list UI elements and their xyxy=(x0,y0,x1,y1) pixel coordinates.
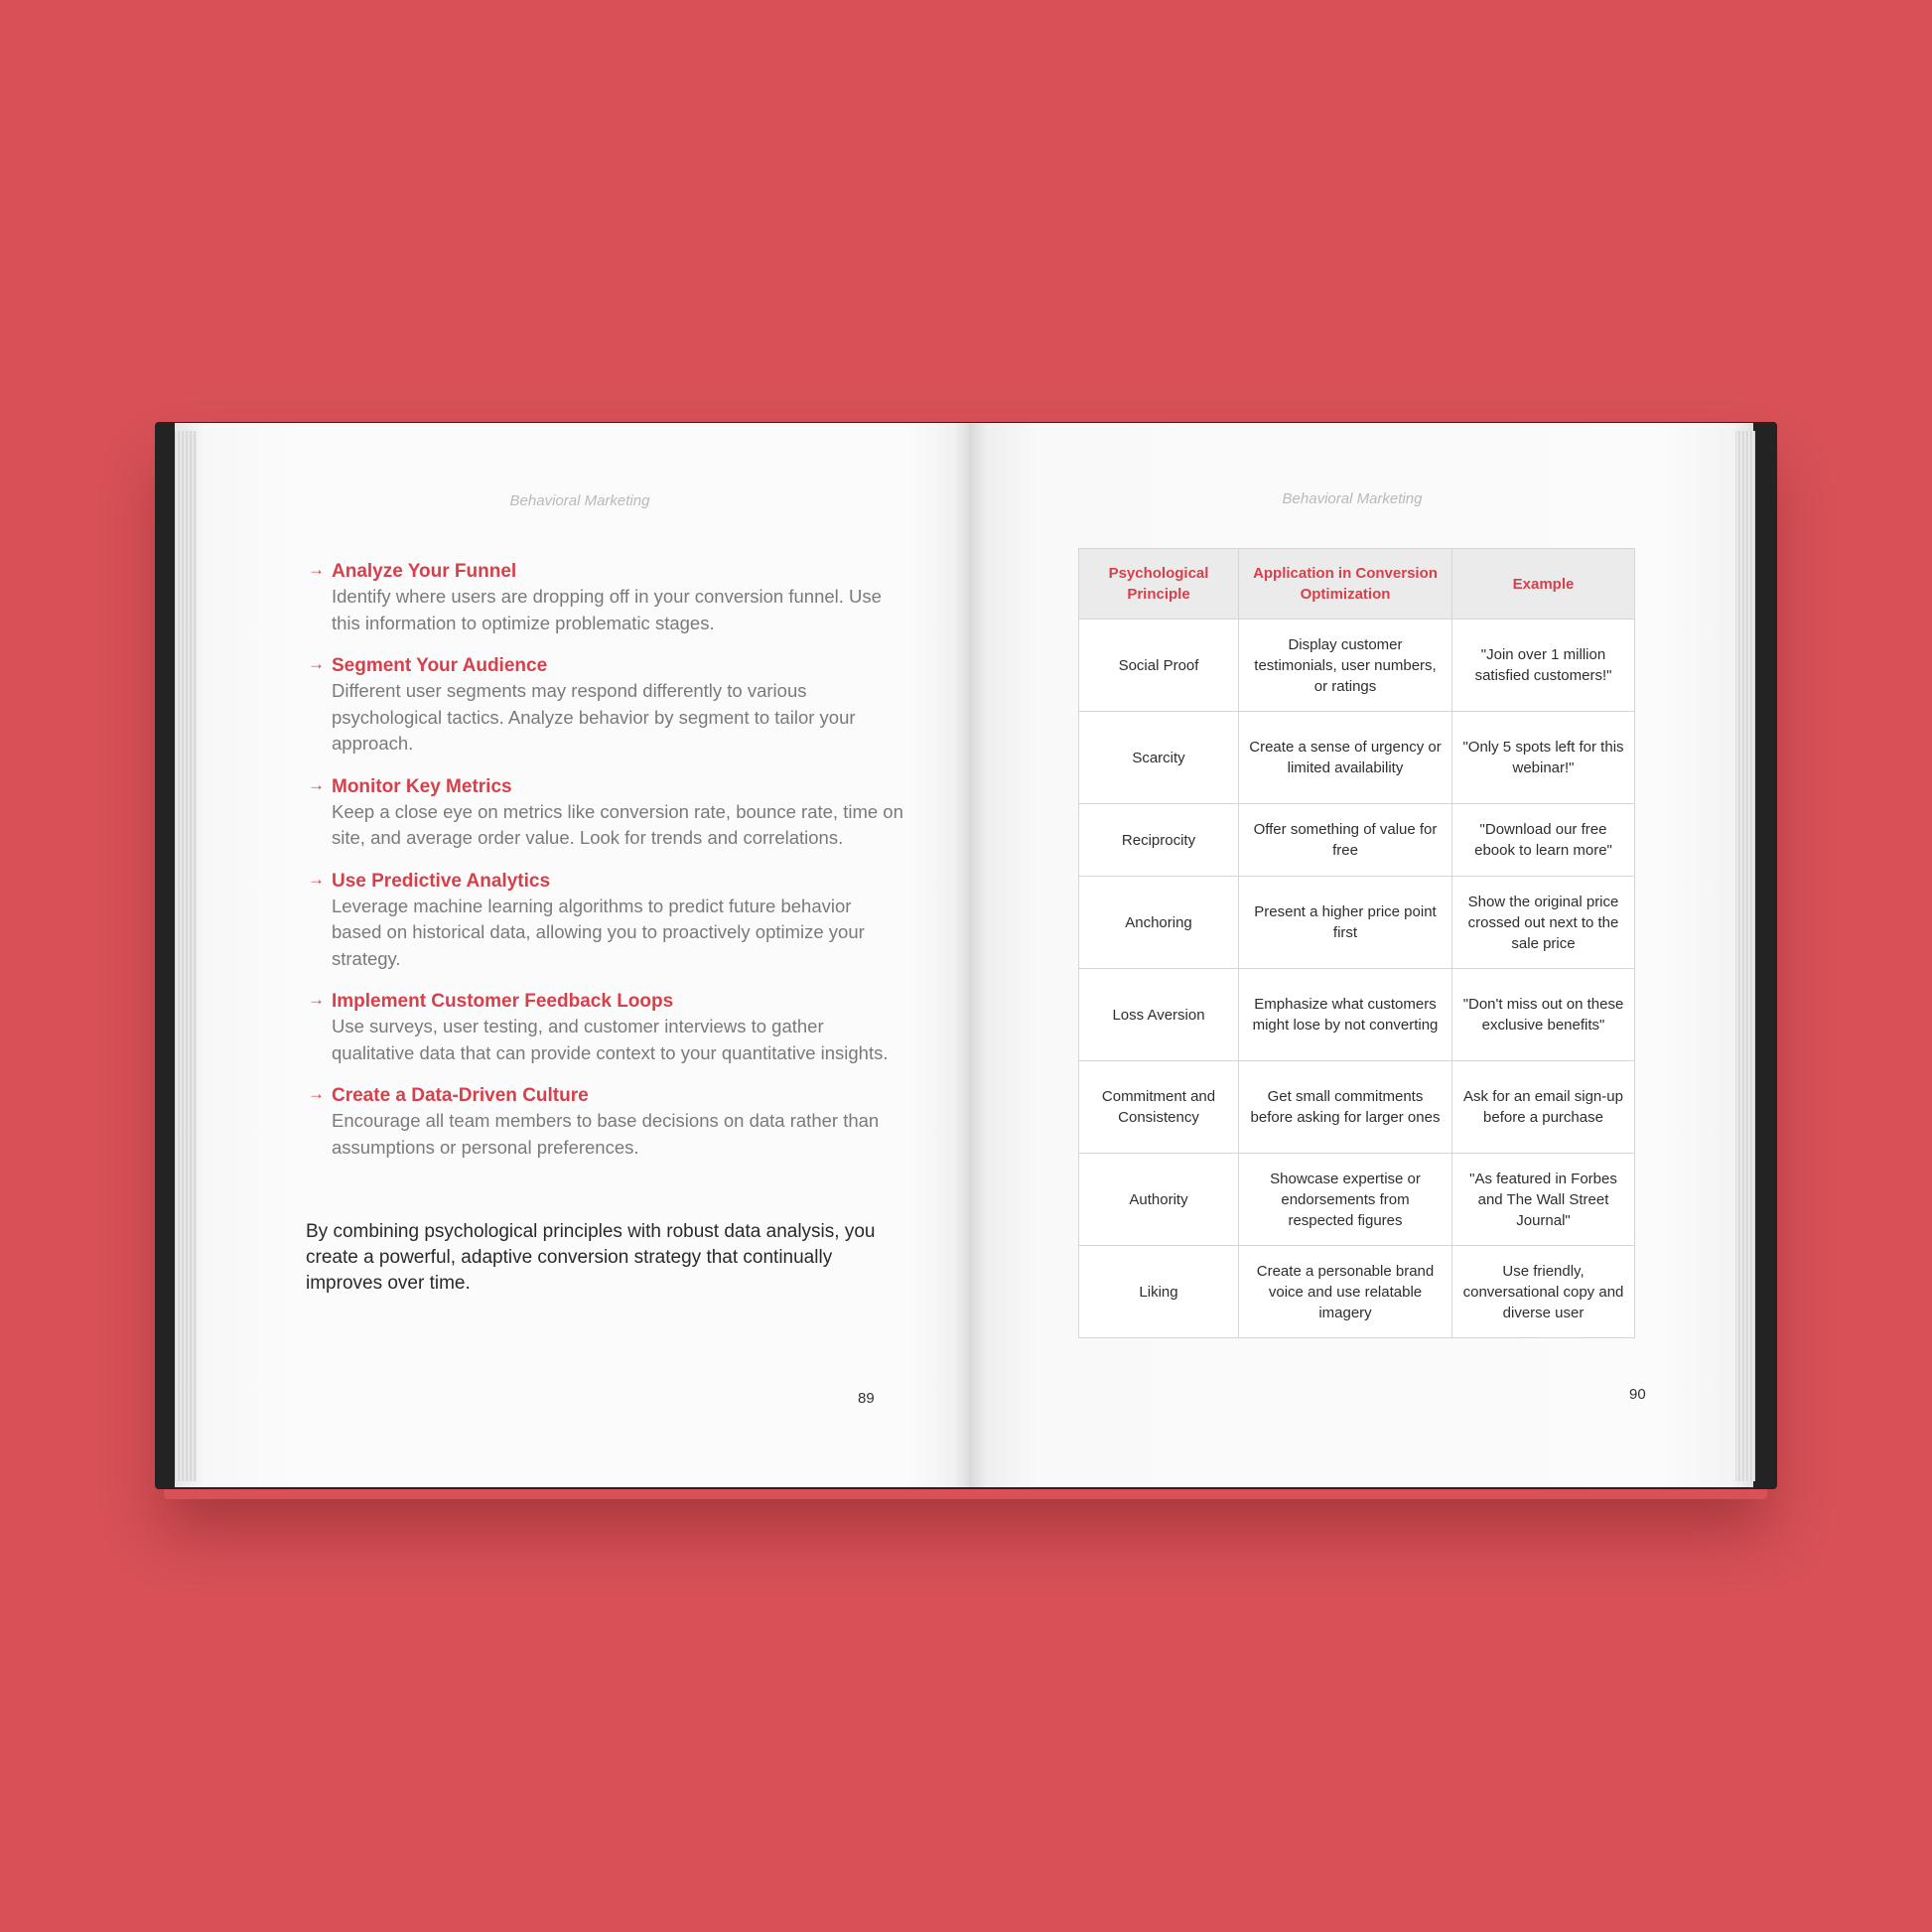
step-title: Monitor Key Metrics xyxy=(332,775,512,797)
list-item xyxy=(308,560,903,636)
table-row xyxy=(1079,1061,1635,1154)
table-cell: Showcase expertise or endorsements from respected figures xyxy=(1239,1154,1452,1246)
page-number-left: 89 xyxy=(858,1390,875,1407)
list-item xyxy=(308,775,903,852)
right-page xyxy=(969,423,1753,1487)
list-item xyxy=(308,654,903,758)
step-body: Leverage machine learning algorithms to predict future behavior based on historical data, allowing you to proactively optimize your strategy. xyxy=(332,895,865,969)
table-header-row xyxy=(1079,549,1635,620)
arrow-right-icon: → xyxy=(308,1084,325,1103)
table-cell: "Download our free ebook to learn more" xyxy=(1452,804,1635,877)
arrow-right-icon: → xyxy=(308,869,325,889)
table-cell: "Only 5 spots left for this webinar!" xyxy=(1452,712,1635,804)
table-cell: Loss Aversion xyxy=(1079,969,1239,1061)
column-header: Psychological Principle xyxy=(1079,549,1239,620)
table-row xyxy=(1079,969,1635,1061)
list-item xyxy=(308,870,903,973)
table-row xyxy=(1079,620,1635,712)
table-cell: "Don't miss out on these exclusive benefits" xyxy=(1452,969,1635,1061)
table-cell: Anchoring xyxy=(1079,877,1239,969)
principles-table-wrap xyxy=(1078,548,1634,1338)
table-cell: Scarcity xyxy=(1079,712,1239,804)
page-edges-right xyxy=(1735,431,1755,1481)
page-number-right: 90 xyxy=(1629,1386,1646,1403)
table-row xyxy=(1079,877,1635,969)
table-cell: "Join over 1 million satisfied customers!" xyxy=(1452,620,1635,712)
table-cell: Ask for an email sign-up before a purchase xyxy=(1452,1061,1635,1154)
step-body: Identify where users are dropping off in your conversion funnel. Use this information to optimize problematic stages. xyxy=(332,586,882,633)
column-header: Application in Conversion Optimization xyxy=(1239,549,1452,620)
column-header: Example xyxy=(1452,549,1635,620)
table-cell: Present a higher price point first xyxy=(1239,877,1452,969)
running-head-left: Behavioral Marketing xyxy=(509,492,650,509)
table-cell: Show the original price crossed out next to the sale price xyxy=(1452,877,1635,969)
step-title: Use Predictive Analytics xyxy=(332,870,551,892)
table-cell: Commitment and Consistency xyxy=(1079,1061,1239,1154)
table-cell: Reciprocity xyxy=(1079,804,1239,877)
table-cell: "As featured in Forbes and The Wall Street Journal" xyxy=(1452,1154,1635,1246)
step-title: Create a Data-Driven Culture xyxy=(332,1085,589,1106)
step-body: Use surveys, user testing, and customer interviews to gather qualitative data that can provide context to your quantitative insights. xyxy=(332,1016,889,1063)
arrow-right-icon: → xyxy=(308,560,325,579)
step-body: Keep a close eye on metrics like conversion rate, bounce rate, time on site, and average order value. Look for trends and correlations. xyxy=(332,800,903,848)
left-page xyxy=(175,423,970,1487)
table-cell: Authority xyxy=(1079,1154,1239,1246)
step-body: Encourage all team members to base decisions on data rather than assumptions or personal preferences. xyxy=(332,1110,880,1158)
table-cell: Get small commitments before asking for larger ones xyxy=(1239,1061,1452,1154)
running-head-right: Behavioral Marketing xyxy=(1282,490,1423,507)
table-cell: Create a personable brand voice and use relatable imagery xyxy=(1239,1246,1452,1338)
table-row xyxy=(1079,804,1635,877)
arrow-right-icon: → xyxy=(308,774,325,794)
table-row xyxy=(1079,712,1635,804)
arrow-right-icon: → xyxy=(308,654,325,673)
page-edges-left xyxy=(175,431,197,1481)
step-body: Different user segments may respond differently to various psychological tactics. Analyze behavior by segment to tailor your approach. xyxy=(332,680,856,754)
step-title: Implement Customer Feedback Loops xyxy=(332,991,674,1012)
step-title: Analyze Your Funnel xyxy=(332,561,517,582)
principles-table xyxy=(1078,548,1635,1338)
list-item xyxy=(308,1084,903,1161)
closing-paragraph: By combining psychological principles with robust data analysis, you create a powerful, adaptive conversion strategy that continually improves over time. xyxy=(306,1221,876,1294)
table-cell: Create a sense of urgency or limited availability xyxy=(1239,712,1452,804)
arrow-right-icon: → xyxy=(308,990,325,1009)
step-title: Segment Your Audience xyxy=(332,655,548,676)
table-cell: Liking xyxy=(1079,1246,1239,1338)
table-cell: Offer something of value for free xyxy=(1239,804,1452,877)
table-cell: Emphasize what customers might lose by not converting xyxy=(1239,969,1452,1061)
table-row xyxy=(1079,1154,1635,1246)
steps-list xyxy=(308,560,903,1178)
list-item xyxy=(308,990,903,1066)
table-cell: Use friendly, conversational copy and diverse user xyxy=(1452,1246,1635,1338)
table-cell: Social Proof xyxy=(1079,620,1239,712)
table-cell: Display customer testimonials, user numbers, or ratings xyxy=(1239,620,1452,712)
table-row xyxy=(1079,1246,1635,1338)
